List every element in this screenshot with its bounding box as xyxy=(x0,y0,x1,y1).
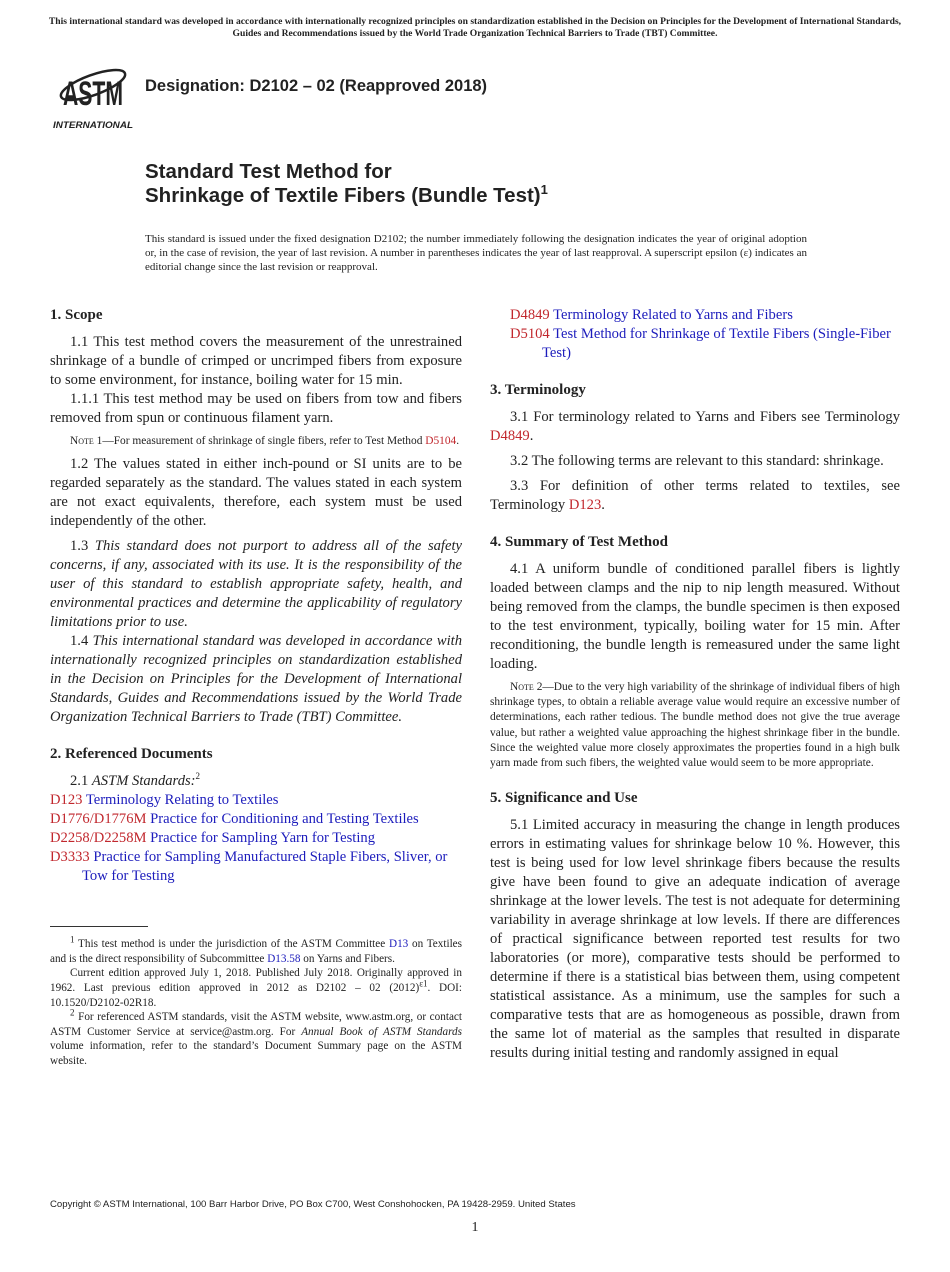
standard-link[interactable]: D123 xyxy=(568,497,602,513)
footnote-divider xyxy=(50,926,148,927)
standard-link[interactable]: D4849 xyxy=(510,307,550,323)
text-run: 1—For measurement of shrinkage of single fibers, refer to Test Method xyxy=(93,435,426,447)
paragraph xyxy=(490,452,900,471)
text-run: 4.1 A uniform bundle of conditioned parallel fibers is lightly loaded between clamps and the nip to nip length measured. Without being removed from the clamps, the bundle specimen is then exposed to the test environment, typically, boiling water for 15 min. After reconditioning, the bundle length is remeasured under the same light loading. xyxy=(490,561,900,672)
footnote-ref: 1 xyxy=(540,182,548,198)
text-run: 1.2 The values stated in either inch-pound or SI units are to be regarded separately as the standard. The values stated in each system are not exact equivalents, therefore, each system must be used independently of the other. xyxy=(50,456,462,530)
title-text: Shrinkage of Textile Fibers (Bundle Test) xyxy=(145,184,541,207)
document-title xyxy=(145,160,548,208)
paragraph xyxy=(50,390,462,428)
svg-text:ASTM: ASTM xyxy=(63,75,123,113)
text-run: 1. Scope xyxy=(50,307,103,323)
note xyxy=(50,434,462,449)
standard-link[interactable]: D123 xyxy=(50,792,83,809)
designation: Designation: D2102 – 02 (Reapproved 2018) xyxy=(145,77,488,95)
left-column xyxy=(50,306,462,1069)
text-run: Annual Book of ASTM Standards xyxy=(301,1025,462,1038)
abstract: This standard is issued under the fixed designation D2102; the number immediately following the designation indicates the year of original adoption or, in the case of revision, the year of last revision. A number in parentheses indicates the year of last reapproval. A superscript epsilon (ε) indicates an editorial change since the last revision or reapproval. xyxy=(145,233,807,273)
paragraph xyxy=(490,816,900,1063)
reference-item xyxy=(50,848,462,886)
footnote xyxy=(50,1007,462,1068)
text-run: 5.1 Limited accuracy in measuring the change in length produces errors in estimating values for shrinkage below 10 %. However, this test is being used for low level shrinkage fibers because the results give have been found to give an adequate indication of average shrinkage at the lower levels. The test is not adequate for determining variability in average shrinkage at low levels. If there are differences of practical significance between reported test results for two laboratories (or more), comparative tests should be performed to determine if there is a statistical bias between them, using competent statistical assistance. As a minimum, use the samples for such a comparative tests that are as homogeneous as possible, drawn from the same lot of material as the samples that resulted in disparate results during initial testing and randomly assigned in equal xyxy=(490,817,900,1062)
reference-item xyxy=(50,791,462,810)
copyright-footer: Copyright © ASTM International, 100 Barr Harbor Drive, PO Box C700, West Conshohocken, PA 19428-2959. United States xyxy=(50,1199,576,1210)
astm-logo xyxy=(52,55,134,133)
standard-title-link[interactable]: Test Method for Shrinkage of Textile Fibers (Single-Fiber Test) xyxy=(542,326,891,361)
text-run: 1.1.1 This test method may be used on fibers from tow and fibers removed from spun or continuous filament yarn. xyxy=(50,391,462,426)
text-run: 2 xyxy=(70,1007,75,1018)
section-heading xyxy=(490,381,900,400)
text-run: . xyxy=(456,435,460,447)
text-run: 3. Terminology xyxy=(490,382,586,398)
right-column xyxy=(490,306,900,1063)
footnote xyxy=(50,966,462,1010)
paragraph xyxy=(50,333,462,390)
paragraph xyxy=(50,537,462,632)
text-run: . xyxy=(601,497,605,513)
standard-title-link[interactable]: D13 xyxy=(388,938,409,951)
text-run: This standard does not purport to address all of the safety concerns, if any, associated with its use. It is the responsibility of the user of this standard to establish appropriate safety, health, and environmental practices and determine the applicability of regulatory limitations prior to use. xyxy=(50,538,462,631)
text-run: . xyxy=(529,428,534,444)
standard-notice: This international standard was developed in accordance with internationally recognized principles on standardization established in the Decision on Principles for the Development of International Standards, Guides and Recommendations issued by the World Trade Organization Technical Barriers to Trade (TBT) Committee. xyxy=(48,16,902,39)
paragraph xyxy=(490,477,900,515)
text-run: 3.1 For terminology related to Yarns and Fibers see Terminology xyxy=(510,409,900,425)
text-run: ε1 xyxy=(419,978,428,989)
paragraph xyxy=(490,408,900,446)
section-heading xyxy=(490,789,900,808)
text-run: ASTM Standards: xyxy=(91,773,196,790)
text-run: This international standard was developed in accordance with internationally recognized principles on standardization established in the Decision on Principles for the Development of International Standards, Guides and Recommendations issued by the World Trade Organization Technical Barriers to Trade (TBT) Committee. xyxy=(50,633,463,726)
text-run: This test method is under the jurisdiction of the ASTM Committee xyxy=(74,938,389,951)
text-run: 5. Significance and Use xyxy=(490,790,638,807)
standard-title-link[interactable]: Terminology Related to Yarns and Fibers xyxy=(549,307,793,323)
text-run: 1.1 This test method covers the measurement of the unrestrained shrinkage of a bundle of crimped or uncrimped fibers from exposure to some environment, for instance, boiling water for 15 min. xyxy=(50,334,462,388)
paragraph xyxy=(50,772,462,791)
section-heading xyxy=(490,533,900,552)
standard-title-link[interactable]: Terminology Relating to Textiles xyxy=(82,792,279,809)
reference-item xyxy=(510,325,900,363)
text-run: volume information, refer to the standard’s Document Summary page on the ASTM website. xyxy=(50,1040,462,1067)
standard-title-link[interactable]: Practice for Conditioning and Testing Textiles xyxy=(146,811,419,828)
text-run: 1 xyxy=(70,934,75,945)
text-run: 2—Due to the very high variability of the shrinkage of individual fibers of high shrinkage types, to obtain a reliable average value would require an excessive number of determinations, each rather tedious. The bundle method does not give the true average value, but rather a weighted value approaching the highest shrinkage fiber in the bundle. Since the weighted value more closely approximates the properties found in a high bulk yarn made from such fibers, the weighted value would seem to be more appropriate. xyxy=(490,681,900,770)
reference-item xyxy=(510,306,900,325)
standard-link[interactable]: D3333 xyxy=(50,849,90,866)
reference-item xyxy=(50,829,462,848)
text-run: Note xyxy=(70,435,94,447)
text-run: Current edition approved July 1, 2018. Published July 2018. Originally approved in 1962. Last previous edition approved in 2012 as D2102 – 02 (2012) xyxy=(50,967,462,994)
standard-link[interactable]: D5104 xyxy=(510,326,550,342)
text-run: For referenced ASTM standards, visit the ASTM website, www.astm.org, or contact ASTM Customer Service at service@astm.org. For xyxy=(50,1011,462,1038)
text-run: 1.4 xyxy=(70,633,93,650)
text-run: 2.1 xyxy=(70,773,92,790)
standard-title-link[interactable]: D13.58 xyxy=(267,952,301,965)
standard-title-link[interactable]: Practice for Sampling Yarn for Testing xyxy=(146,830,376,847)
svg-text:INTERNATIONAL: INTERNATIONAL xyxy=(53,120,134,131)
standard-link[interactable]: D4849 xyxy=(490,428,530,444)
text-run: 1.3 xyxy=(70,538,95,555)
text-run: 4. Summary of Test Method xyxy=(490,534,668,550)
note xyxy=(490,680,900,771)
standard-link[interactable]: D2258/D2258M xyxy=(50,830,147,847)
title-line-2 xyxy=(145,184,548,208)
section-heading xyxy=(50,745,462,764)
paragraph xyxy=(50,455,462,531)
standard-link[interactable]: D1776/D1776M xyxy=(50,811,147,828)
text-run: 2. Referenced Documents xyxy=(50,746,213,763)
text-run: on Yarns and Fibers. xyxy=(300,952,395,965)
page-number: 1 xyxy=(471,1220,479,1235)
reference-item xyxy=(50,810,462,829)
paragraph xyxy=(50,632,462,727)
text-run: 2 xyxy=(195,771,201,782)
standard-title-link[interactable]: Practice for Sampling Manufactured Staple Fibers, Sliver, or Tow for Testing xyxy=(82,849,448,885)
text-run: 3.3 For definition of other terms related to textiles, see Terminology xyxy=(490,478,900,513)
text-run: 3.2 The following terms are relevant to this standard: shrinkage. xyxy=(510,453,884,469)
text-run: Note xyxy=(510,681,534,693)
text-run: . DOI: 10.1520/D2102-02R18. xyxy=(50,981,462,1009)
title-line-1: Standard Test Method for xyxy=(145,160,392,183)
text-run: on Textiles and is the direct responsibility of Subcommittee xyxy=(50,938,462,965)
standard-link[interactable]: D5104 xyxy=(425,435,457,447)
paragraph xyxy=(490,560,900,674)
section-heading xyxy=(50,306,462,325)
footnote xyxy=(50,934,462,966)
